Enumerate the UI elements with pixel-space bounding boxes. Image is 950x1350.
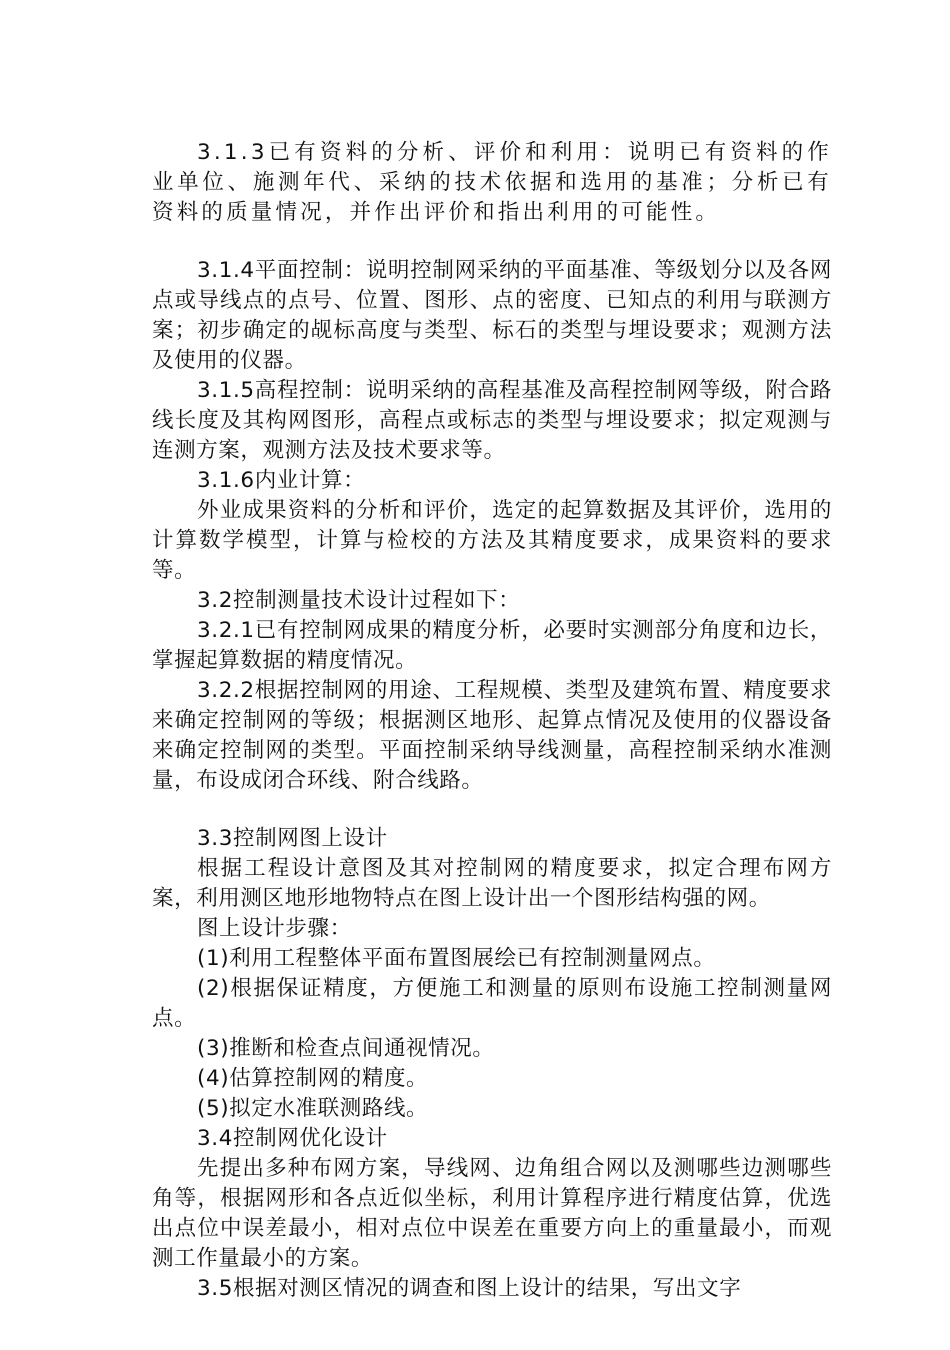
document-body	[152, 138, 832, 1304]
heading-3-1-6: 3.1.6内业计算：	[197, 468, 366, 493]
paragraph-map-design: 根据工程设计意图及其对控制网的精度要求，拟定合理布网方案，利用测区地形地物特点在图上设计出一个图形结构强的网。	[152, 856, 832, 911]
paragraph-internal-calculation: 外业成果资料的分析和评价，选定的起算数据及其评价，选用的计算数学模型，计算与检校的方法及其精度要求，成果资料的要求等。	[152, 498, 832, 583]
heading-3-3: 3.3控制网图上设计	[197, 826, 388, 851]
paragraph-3-1-4: 3.1.4平面控制：说明控制网采纳的平面基准、等级划分以及各网点或导线点的点号、位置、图形、点的密度、已知点的利用与联测方案；初步确定的觇标高度与类型、标石的类型与埋设要求；观测方法及使用的仪器。	[152, 258, 832, 373]
paragraph-3-1-3: 3.1.3已有资料的分析、评价和利用：说明已有资料的作业单位、施测年代、采纳的技术依据和选用的基准；分析已有资料的质量情况，并作出评价和指出利用的可能性。	[152, 140, 832, 225]
paragraph-3-2-1: 3.2.1已有控制网成果的精度分析，必要时实测部分角度和边长，掌握起算数据的精度情况。	[152, 618, 832, 673]
paragraph-spacer	[152, 796, 832, 824]
list-item-step-3: (3)推断和检查点间通视情况。	[197, 1036, 495, 1061]
paragraph-3-2-2: 3.2.2根据控制网的用途、工程规模、类型及建筑布置、精度要求来确定控制网的等级；根据测区地形、起算点情况及使用的仪器设备来确定控制网的类型。平面控制采纳导线测量，高程控制采纳水准测量，布设成闭合环线、附合线路。	[152, 678, 832, 793]
paragraph-3-1-5: 3.1.5高程控制：说明采纳的高程基准及高程控制网等级，附合路线长度及其构网图形，高程点或标志的类型与埋设要求；拟定观测与连测方案，观测方法及技术要求等。	[152, 378, 832, 463]
paragraph-3-5: 3.5根据对测区情况的调查和图上设计的结果，写出文字	[197, 1276, 742, 1301]
heading-3-4: 3.4控制网优化设计	[197, 1126, 388, 1151]
list-item-step-1: (1)利用工程整体平面布置图展绘已有控制测量网点。	[197, 946, 716, 971]
list-item-step-4: (4)估算控制网的精度。	[197, 1066, 429, 1091]
list-item-step-5: (5)拟定水准联测路线。	[197, 1096, 429, 1121]
heading-3-2: 3.2控制测量技术设计过程如下：	[197, 588, 521, 613]
paragraph-optimization: 先提出多种布网方案，导线网、边角组合网以及测哪些边测哪些角等，根据网形和各点近似坐标，利用计算程序进行精度估算，优选出点位中误差最小，相对点位中误差在重要方向上的重量最小，而观测工作量最小的方案。	[152, 1156, 832, 1271]
paragraph-spacer	[152, 228, 832, 256]
list-item-step-2: (2)根据保证精度，方便施工和测量的原则布设施工控制测量网点。	[152, 976, 832, 1031]
heading-design-steps: 图上设计步骤：	[197, 916, 352, 941]
